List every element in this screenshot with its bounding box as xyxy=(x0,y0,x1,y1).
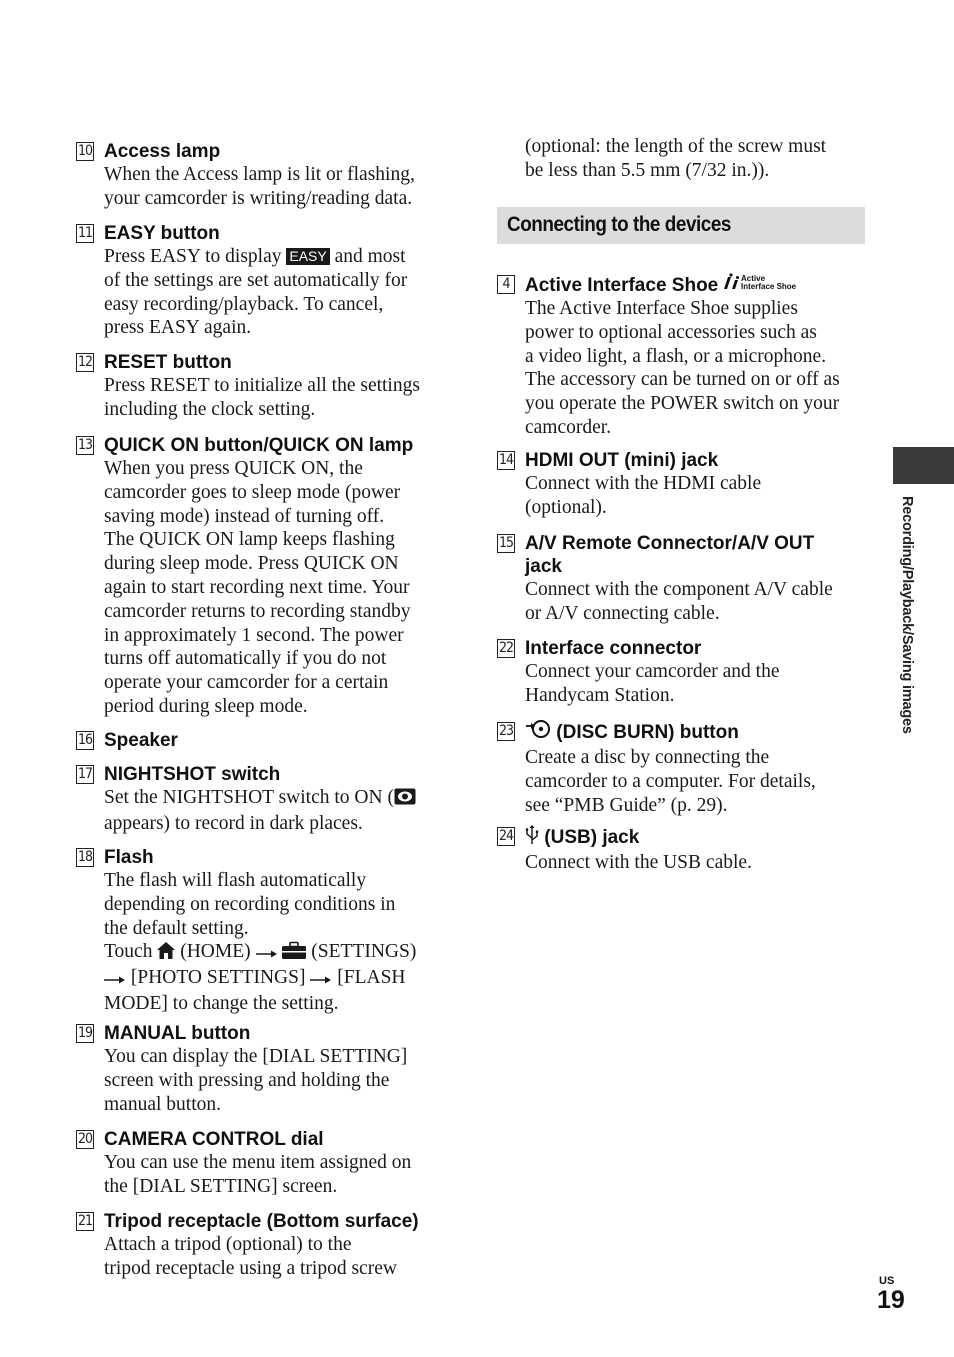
item-body: Press EASY to display EASY and most of the settings are set automatically for easy recording/playback. To cancel, press EASY again. xyxy=(104,246,408,339)
item-number: 24 xyxy=(498,828,514,844)
item-body: Attach a tripod (optional) to the tripod receptacle using a tripod screw xyxy=(104,1234,397,1279)
home-icon xyxy=(157,942,175,966)
item-title: QUICK ON button/QUICK ON lamp xyxy=(104,435,414,456)
item-title: Tripod receptacle (Bottom surface) xyxy=(104,1211,419,1232)
item-tripod-receptacle xyxy=(76,1210,446,1281)
disc-burn-icon xyxy=(525,720,551,746)
item-body: The Active Interface Shoe supplies power to optional accessories such as a video light, a flash, or a microphone. The accessory can be turned on or off as you operate the POWER switch on your camcorder. xyxy=(525,298,840,438)
active-interface-shoe-icon xyxy=(722,273,797,297)
item-body: Connect with the USB cable. xyxy=(525,852,752,873)
item-title: CAMERA CONTROL dial xyxy=(104,1129,324,1150)
section-header xyxy=(497,207,865,244)
item-manual-button xyxy=(76,1022,446,1116)
arrow-right-icon xyxy=(256,942,278,966)
item-number: 10 xyxy=(77,143,93,159)
item-title: Active Interface Shoe Active Interface Shoe xyxy=(525,274,797,296)
chapter-tab-marker xyxy=(893,447,954,484)
item-title: (DISC BURN) button xyxy=(525,720,869,746)
easy-icon: EASY xyxy=(286,248,329,265)
item-body: Connect with the HDMI cable (optional). xyxy=(525,473,762,518)
item-title: RESET button xyxy=(104,352,232,373)
item-body: Press RESET to initialize all the settings including the clock setting. xyxy=(104,375,420,420)
item-number: 13 xyxy=(77,437,93,453)
item-number: 12 xyxy=(77,354,93,370)
item-body: The flash will flash automatically depending on recording conditions in the default setting. Touch (HOME) (SETTINGS) [PHOTO SETTINGS] [FLASH MODE] to change the setting. xyxy=(104,870,417,1014)
item-title: A/V Remote Connector/A/V OUT jack xyxy=(525,533,815,577)
item-flash xyxy=(76,846,446,1016)
item-number: 4 xyxy=(497,275,515,294)
svg-text:Active: Active xyxy=(741,274,766,283)
item-active-interface-shoe xyxy=(497,273,869,440)
item-nightshot xyxy=(76,763,446,836)
item-easy-button xyxy=(76,222,446,340)
item-title: NIGHTSHOT switch xyxy=(104,764,281,785)
page-number: 19 xyxy=(877,1286,905,1314)
svg-text:Interface Shoe: Interface Shoe xyxy=(741,282,797,291)
item-body: Set the NIGHTSHOT switch to ON ( appears) to record in dark places. xyxy=(104,786,446,836)
nightshot-icon xyxy=(394,788,416,812)
chapter-tab-label: Recording/Playback/Saving images xyxy=(899,496,915,734)
item-number: 15 xyxy=(498,535,514,551)
item-body: Connect your camcorder and the Handycam Station. xyxy=(525,661,780,706)
item-quick-on xyxy=(76,434,446,719)
item-number: 21 xyxy=(77,1213,93,1229)
toolbox-icon xyxy=(282,942,306,966)
item-access-lamp xyxy=(76,140,446,211)
item-title: Access lamp xyxy=(104,141,221,162)
item-reset-button xyxy=(76,351,446,422)
item-usb-jack xyxy=(497,825,869,875)
item-speaker xyxy=(76,729,446,752)
item-number: 14 xyxy=(498,452,514,468)
tripod-continued-text: (optional: the length of the screw must be less than 5.5 mm (7/32 in.)). xyxy=(525,136,827,181)
item-body: When you press QUICK ON, the camcorder goes to sleep mode (power saving mode) instead of turning off. The QUICK ON lamp keeps flashing during sleep mode. Press QUICK ON again to start recording next time. Your camcorder returns to recording standby in approximately 1 second. The power turns off automatically if you do not operate your camcorder for a certain period during sleep mode. xyxy=(104,458,411,717)
item-number: 11 xyxy=(77,225,93,241)
item-body: When the Access lamp is lit or flashing, your camcorder is writing/reading data. xyxy=(104,164,415,209)
item-number: 16 xyxy=(77,732,93,748)
item-title: HDMI OUT (mini) jack xyxy=(525,450,719,471)
item-title: MANUAL button xyxy=(104,1023,251,1044)
item-title: Speaker xyxy=(104,730,178,751)
item-number: 18 xyxy=(77,849,93,865)
item-interface-connector xyxy=(497,637,869,708)
item-disc-burn xyxy=(497,720,869,817)
section-title: Connecting to the devices xyxy=(507,213,731,236)
item-title: EASY button xyxy=(104,223,220,244)
item-number: 20 xyxy=(77,1131,93,1147)
item-number: 22 xyxy=(498,640,514,656)
item-number: 19 xyxy=(77,1025,93,1041)
page-language-code: US xyxy=(879,1275,895,1287)
arrow-right-icon xyxy=(104,968,126,992)
item-title: Interface connector xyxy=(525,638,702,659)
item-body: You can display the [DIAL SETTING] screen with pressing and holding the manual button. xyxy=(104,1046,408,1115)
arrow-right-icon xyxy=(310,968,332,992)
item-av-remote-connector xyxy=(497,532,869,626)
item-body: Create a disc by connecting the camcorder to a computer. For details, see “PMB Guide” (p. 29). xyxy=(525,747,816,816)
item-title: (USB) jack xyxy=(525,825,869,851)
item-hdmi-out xyxy=(497,449,869,520)
item-number: 23 xyxy=(498,723,514,739)
item-camera-control-dial xyxy=(76,1128,446,1199)
item-body: Connect with the component A/V cable or A/V connecting cable. xyxy=(525,579,833,624)
item-title: Flash xyxy=(104,847,154,868)
item-number: 17 xyxy=(77,766,93,782)
usb-icon xyxy=(525,825,539,851)
item-body: You can use the menu item assigned on the [DIAL SETTING] screen. xyxy=(104,1152,412,1197)
